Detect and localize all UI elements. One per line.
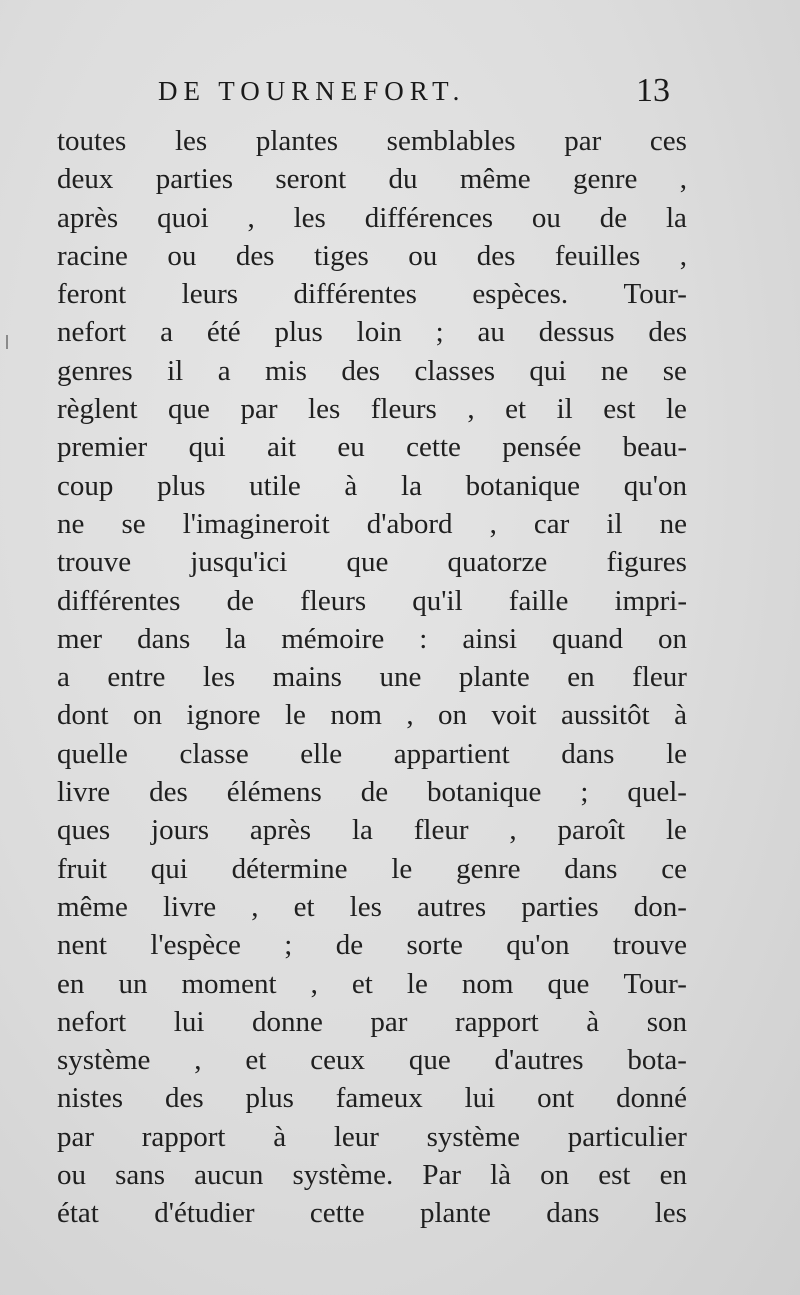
text-line: même livre , et les autres parties don- xyxy=(57,890,687,923)
text-line: premier qui ait eu cette pensée beau- xyxy=(57,431,687,464)
text-line: genres il a mis des classes qui ne se xyxy=(57,354,687,387)
text-line: dont on ignore le nom , on voit aussitôt à xyxy=(57,699,687,732)
text-line: coup plus utile à la botanique qu'on xyxy=(57,469,687,502)
text-line: mer dans la mémoire : ainsi quand on xyxy=(57,622,687,655)
text-line: ques jours après la fleur , paroît le xyxy=(57,814,687,847)
text-line: quelle classe elle appartient dans le xyxy=(57,737,687,770)
text-line: système , et ceux que d'autres bota- xyxy=(57,1044,687,1077)
text-line: en un moment , et le nom que Tour- xyxy=(57,967,687,1000)
text-line: toutes les plantes semblables par ces xyxy=(57,125,687,157)
text-line: ou sans aucun système. Par là on est en xyxy=(57,1159,687,1192)
text-line: deux parties seront du même genre , xyxy=(57,163,687,196)
margin-mark xyxy=(6,335,8,349)
text-line: état d'étudier cette plante dans les xyxy=(57,1197,687,1230)
text-line: nefort lui donne par rapport à son xyxy=(57,1005,687,1038)
text-line: racine ou des tiges ou des feuilles , xyxy=(57,239,687,272)
text-line: nefort a été plus loin ; au dessus des xyxy=(57,316,687,349)
text-line: feront leurs différentes espèces. Tour- xyxy=(57,278,687,311)
running-head xyxy=(0,72,800,116)
text-line: par rapport à leur système particulier xyxy=(57,1120,687,1153)
text-line: ne se l'imagineroit d'abord , car il ne xyxy=(57,507,687,540)
text-line: trouve jusqu'ici que quatorze figures xyxy=(57,546,687,579)
running-head-title: DE TOURNEFORT. xyxy=(158,76,466,106)
text-line: nent l'espèce ; de sorte qu'on trouve xyxy=(57,929,687,962)
text-line: après quoi , les différences ou de la xyxy=(57,201,687,234)
text-line: fruit qui détermine le genre dans ce xyxy=(57,852,687,885)
text-line: nistes des plus fameux lui ont donné xyxy=(57,1082,687,1115)
text-line: a entre les mains une plante en fleur xyxy=(57,661,687,694)
text-line: livre des élémens de botanique ; quel- xyxy=(57,776,687,809)
text-line: règlent que par les fleurs , et il est le xyxy=(57,393,687,426)
text-line: différentes de fleurs qu'il faille impri- xyxy=(57,584,687,617)
body-text xyxy=(57,122,687,1233)
page-number: 13 xyxy=(636,72,670,109)
